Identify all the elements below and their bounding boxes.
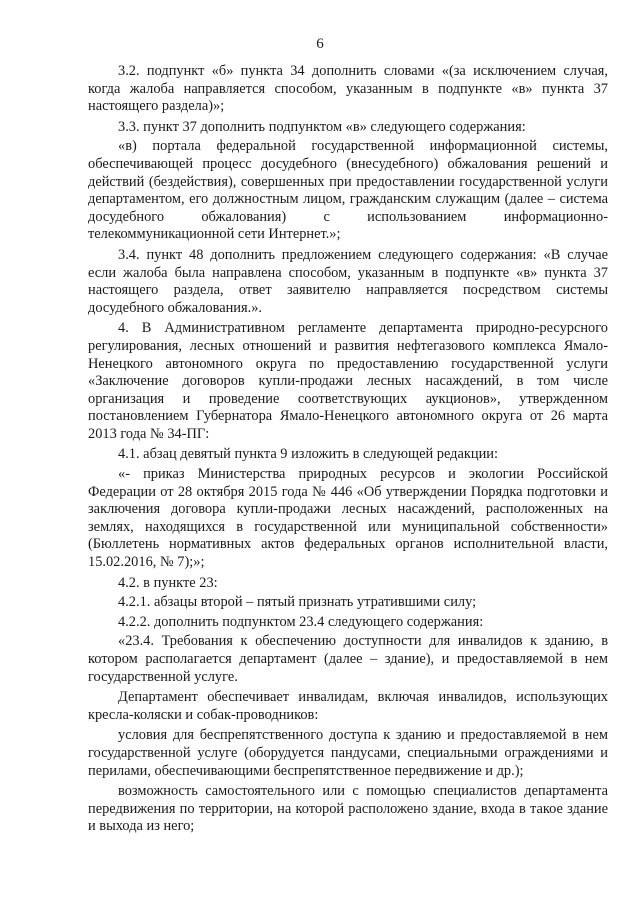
paragraph-access-conditions: условия для беспрепятственного доступа к зданию и предоставляемой в нем государственной услуге (оборудуется пандусами, специальными ограждениями и перилами, обеспечивающими беспрепятственное передвижение и др.);: [88, 727, 608, 779]
page-number: 6: [316, 36, 324, 52]
paragraph-movement-possibility: возможность самостоятельного или с помощью специалистов департамента передвижения по территории, на которой расположено здание, входа в такое здание и выхода из него;: [88, 783, 608, 835]
paragraph-4: 4. В Административном регламенте департамента природно-ресурсного регулирования, лесных отношений и развития нефтегазового комплекса Ямало-Ненецкого автономного округа по предоставлению государственной услуги «Заключение договоров купли-продажи лесных насаждений, в том числе организация и проведение соответствующих аукционов», утвержденном постановлением Губернатора Ямало-Ненецкого автономного округа от 26 марта 2013 года № 34-ПГ:: [88, 320, 608, 442]
document-body: [88, 63, 608, 839]
paragraph-department-provides: Департамент обеспечивает инвалидам, включая инвалидов, использующих кресла-коляски и собак-проводников:: [88, 689, 608, 723]
paragraph-3-4: 3.4. пункт 48 дополнить предложением следующего содержания: «В случае если жалоба была направлена способом, указанным в подпункте «в» пункта 37 настоящего раздела, ответ заявителю направляется посредством системы досудебного обжалования.».: [88, 246, 608, 316]
paragraph-23-4: «23.4. Требования к обеспечению доступности для инвалидов к зданию, в котором располагается департамент (далее – здание), и предоставляемой в нем государственной услуге.: [88, 633, 608, 685]
paragraph-4-1-text: «- приказ Министерства природных ресурсов и экологии Российской Федерации от 28 октября 2015 года № 446 «Об утверждении Порядка подготовки и заключения договора купли-продажи лесных насаждений, расположенных на землях, находящихся в государственной или муниципальной собственности» (Бюллетень нормативных актов федеральных органов исполнительной власти, 15.02.2016, № 7);»;: [88, 466, 608, 571]
paragraph-4-2-1: 4.2.1. абзацы второй – пятый признать утратившими силу;: [118, 594, 477, 611]
paragraph-4-2: 4.2. в пункте 23:: [118, 574, 218, 591]
paragraph-3-2: 3.2. подпункт «б» пункта 34 дополнить словами «(за исключением случая, когда жалоба направляется способом, указанным в подпункте «в» пункта 37 настоящего раздела)»;: [88, 63, 608, 115]
paragraph-4-2-2: 4.2.2. дополнить подпунктом 23.4 следующего содержания:: [118, 613, 484, 630]
paragraph-4-1: 4.1. абзац девятый пункта 9 изложить в следующей редакции:: [118, 446, 498, 463]
paragraph-3-3: 3.3. пункт 37 дополнить подпунктом «в» следующего содержания:: [118, 118, 526, 135]
paragraph-3-3-v: «в) портала федеральной государственной информационной системы, обеспечивающей процесс досудебного (внесудебного) обжалования решений и действий (бездействия), совершенных при предоставлении государственной услуги департаментом, его должностным лицом, гражданским служащим (далее – система досудебного обжалования) с использованием информационно-телекоммуникационной сети Интернет.»;: [88, 138, 608, 243]
